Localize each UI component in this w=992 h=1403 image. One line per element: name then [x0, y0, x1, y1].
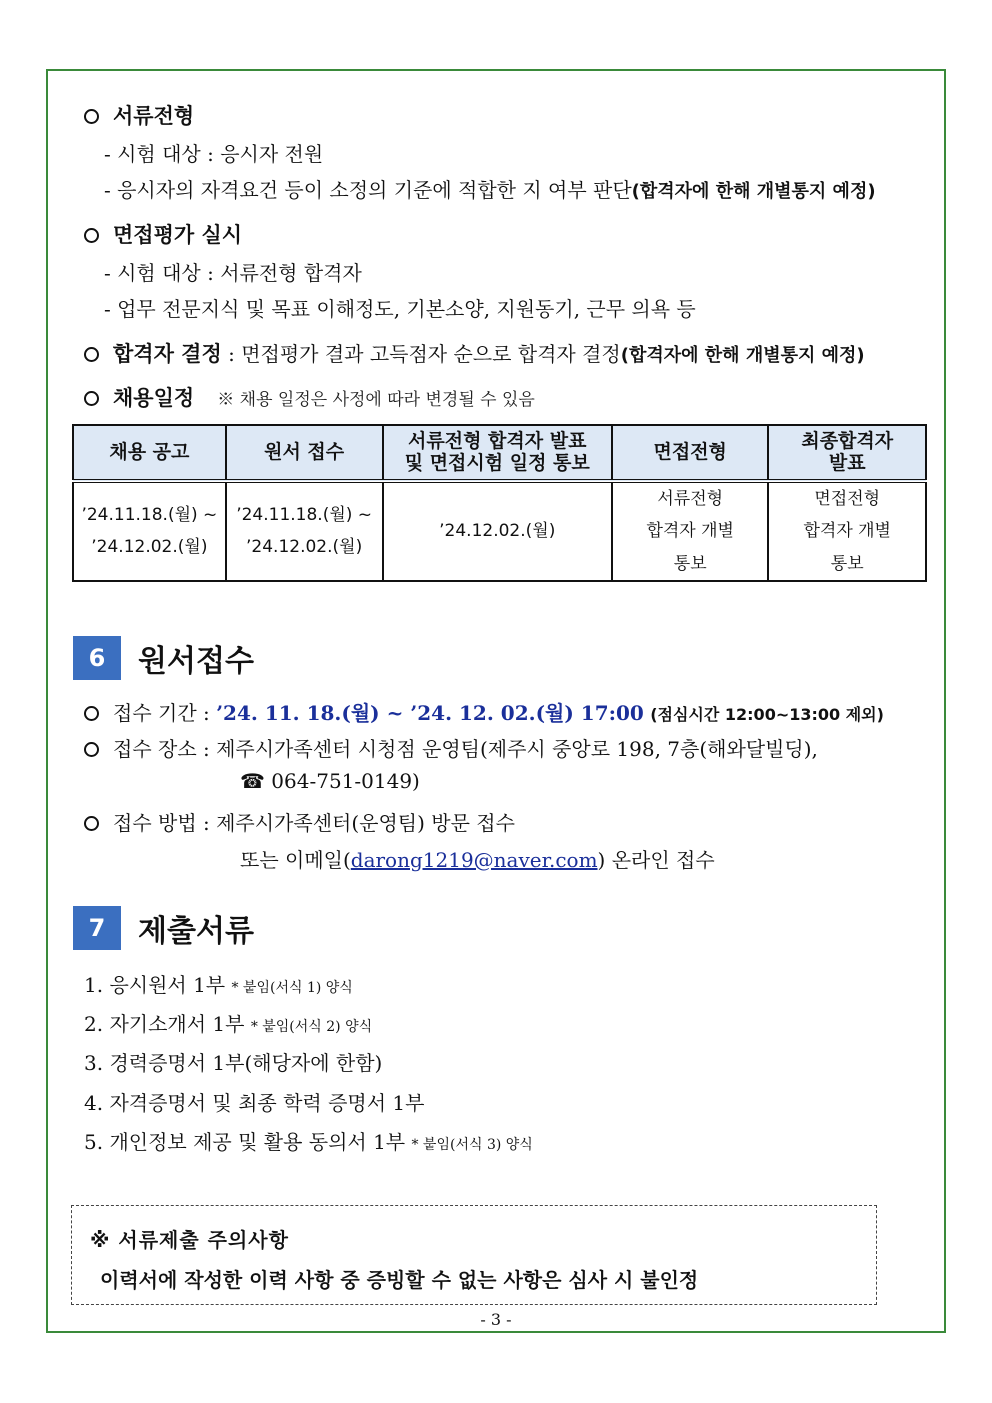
- section-number-badge: 6: [73, 636, 121, 680]
- section-title: 원서접수: [138, 644, 254, 679]
- header-cell: 최종합격자 발표: [768, 425, 926, 481]
- phone-icon: ☎: [240, 769, 265, 793]
- table-cell: ’24.11.18.(월) ~ ’24.12.02.(월): [73, 481, 226, 581]
- phone-line: ☎ 064-751-0149): [240, 769, 420, 793]
- screening-heading: 서류전형: [84, 100, 194, 130]
- screening-line-1: - 시험 대상 : 응시자 전원: [104, 142, 324, 166]
- application-method: 접수 방법 : 제주시가족센터(운영팀) 방문 접수: [84, 807, 515, 836]
- circle-bullet-icon: [84, 109, 99, 124]
- table-cell: 서류전형 합격자 개별 통보: [612, 481, 769, 581]
- application-period: 접수 기간 : ’24. 11. 18.(월) ~ ’24. 12. 02.(월) 17:00 (점심시간 12:00~13:00 제외): [84, 697, 884, 726]
- list-item: 4. 자격증명서 및 최종 학력 증명서 1부: [84, 1091, 425, 1115]
- interview-line-1: - 시험 대상 : 서류전형 합격자: [104, 261, 362, 285]
- interview-heading: 면접평가 실시: [84, 219, 242, 249]
- application-place: 접수 장소 : 제주시가족센터 시청점 운영팀(제주시 중앙로 198, 7층(해와달빌딩),: [84, 733, 818, 762]
- table-cell: ’24.11.18.(월) ~ ’24.12.02.(월): [226, 481, 383, 581]
- header-cell: 서류전형 합격자 발표 및 면접시험 일정 통보: [383, 425, 612, 481]
- section-number-badge: 7: [73, 906, 121, 950]
- final-decision: 합격자 결정 : 면접평가 결과 고득점자 순으로 합격자 결정(합격자에 한해 개별통지 예정): [84, 338, 865, 368]
- schedule-heading: 채용일정 ※ 채용 일정은 사정에 따라 변경될 수 있음: [84, 382, 535, 412]
- section-title: 제출서류: [138, 914, 254, 949]
- list-item: 2. 자기소개서 1부 * 붙임(서식 2) 양식: [84, 1012, 373, 1036]
- circle-bullet-icon: [84, 347, 99, 362]
- circle-bullet-icon: [84, 706, 99, 721]
- header-cell: 채용 공고: [73, 425, 226, 481]
- circle-bullet-icon: [84, 391, 99, 406]
- notice-body: 이력서에 작성한 이력 사항 중 증빙할 수 없는 사항은 심사 시 불인정: [100, 1268, 699, 1292]
- page-number: - 3 -: [480, 1310, 512, 1329]
- notice-box: [71, 1205, 877, 1305]
- screening-line-2: - 응시자의 자격요건 등이 소정의 기준에 적합한 지 여부 판단(합격자에 한해 개별통지 예정): [104, 178, 876, 202]
- table-cell: 면접전형 합격자 개별 통보: [768, 481, 926, 581]
- list-item: 1. 응시원서 1부 * 붙임(서식 1) 양식: [84, 973, 353, 997]
- table-cell: ’24.12.02.(월): [383, 481, 612, 581]
- header-cell: 면접전형: [612, 425, 769, 481]
- application-method-email: 또는 이메일(darong1219@naver.com) 온라인 접수: [240, 848, 715, 872]
- circle-bullet-icon: [84, 228, 99, 243]
- schedule-table: [72, 424, 927, 582]
- interview-line-2: - 업무 전문지식 및 목표 이해정도, 기본소양, 지원동기, 근무 의욕 등: [104, 297, 696, 321]
- header-cell: 원서 접수: [226, 425, 383, 481]
- circle-bullet-icon: [84, 816, 99, 831]
- list-item: 5. 개인정보 제공 및 활용 동의서 1부 * 붙임(서식 3) 양식: [84, 1130, 533, 1154]
- email-link[interactable]: darong1219@naver.com: [350, 848, 598, 872]
- list-item: 3. 경력증명서 1부(해당자에 한함): [84, 1051, 383, 1075]
- notice-title: ※ 서류제출 주의사항: [90, 1228, 289, 1252]
- circle-bullet-icon: [84, 742, 99, 757]
- table-row: [73, 481, 926, 581]
